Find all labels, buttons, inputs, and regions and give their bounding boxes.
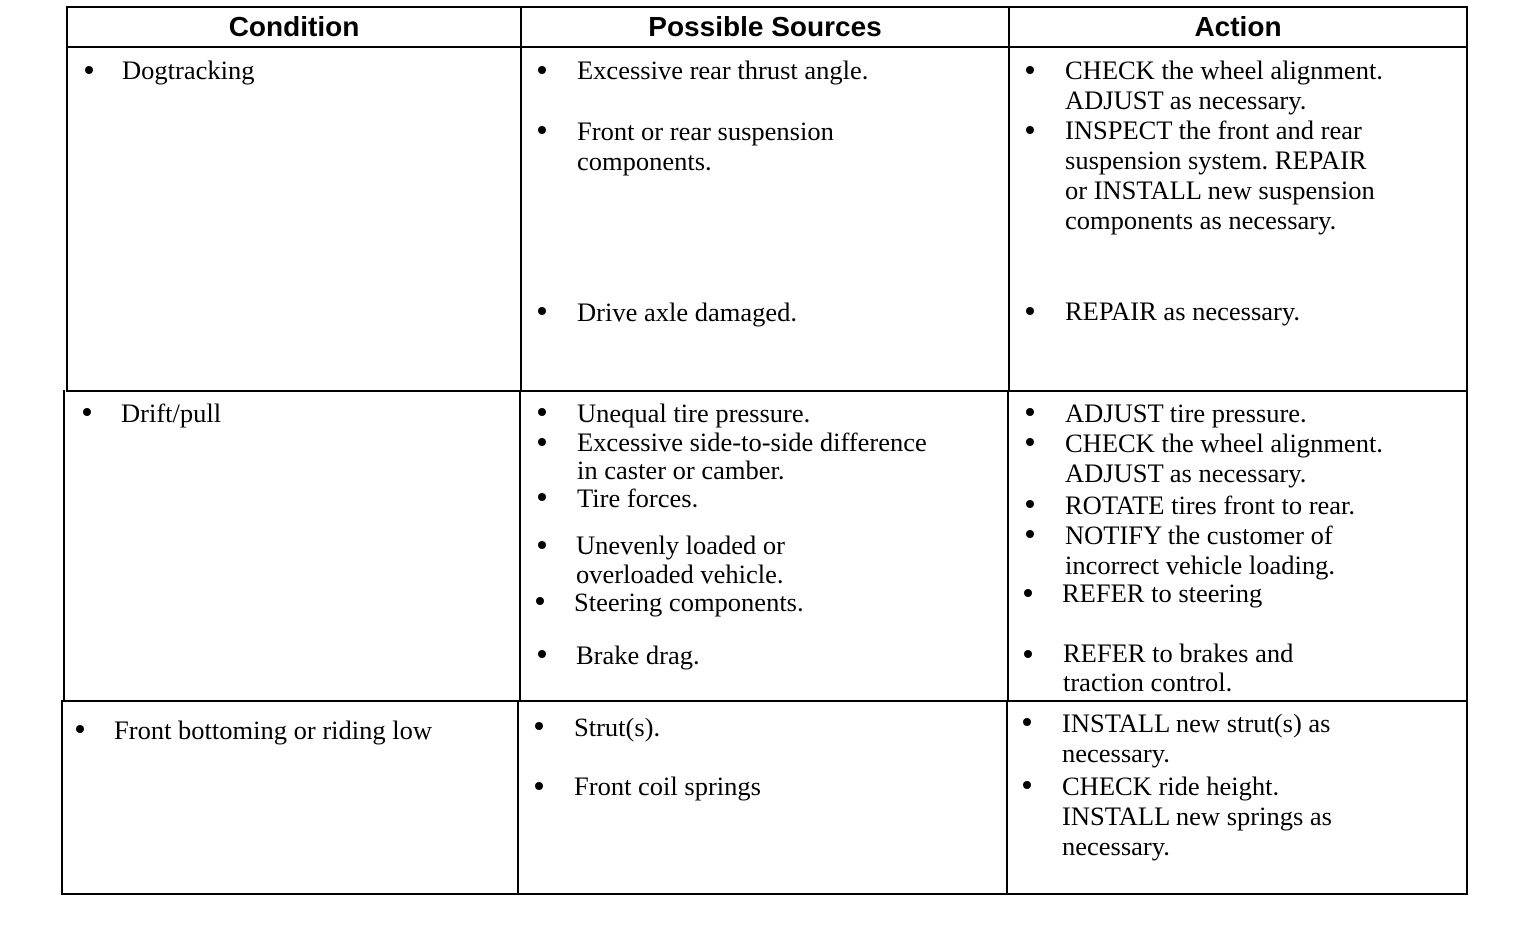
action-item: INSPECT the front and rear suspension system. REPAIR or INSTALL new suspension components as necessary.: [1065, 115, 1375, 235]
bullet-icon: [535, 722, 543, 730]
bullet-icon: [538, 126, 546, 134]
bullet-icon: [535, 782, 543, 790]
bullet-icon: [76, 725, 84, 733]
source-item: Unequal tire pressure.: [577, 398, 811, 428]
source-item: Strut(s).: [574, 712, 661, 742]
source-item: Brake drag.: [576, 640, 700, 670]
bullet-icon: [1026, 408, 1034, 416]
column-divider-2-lower: [1007, 390, 1009, 702]
bullet-icon: [538, 541, 546, 549]
bullet-icon: [1024, 589, 1032, 597]
bullet-icon: [1026, 126, 1034, 134]
table-border-left-lower: [63, 390, 65, 702]
table-border-bottom: [61, 893, 1467, 895]
action-item: REFER to steering: [1062, 578, 1263, 608]
row-divider-2: [63, 700, 1468, 702]
column-divider-1-bottom: [517, 700, 519, 895]
source-item: Front coil springs: [574, 771, 761, 801]
bullet-icon: [1024, 650, 1032, 658]
bullet-icon: [538, 66, 546, 74]
action-item: CHECK ride height. INSTALL new springs as necessary.: [1062, 771, 1332, 861]
column-divider-2-bottom: [1006, 700, 1008, 895]
condition-cell: Front bottoming or riding low: [114, 715, 432, 745]
bullet-icon: [1023, 718, 1031, 726]
action-item: INSTALL new strut(s) as necessary.: [1062, 708, 1331, 768]
source-item: Steering components.: [574, 587, 804, 617]
column-divider-1: [520, 6, 522, 392]
bullet-icon: [538, 438, 546, 446]
action-item: ADJUST tire pressure.: [1065, 398, 1307, 428]
column-divider-2: [1008, 6, 1010, 392]
source-item: Drive axle damaged.: [577, 297, 797, 327]
action-item: CHECK the wheel alignment. ADJUST as necessary.: [1065, 55, 1383, 115]
action-item: NOTIFY the customer of incorrect vehicle loading.: [1065, 520, 1336, 580]
header-action: Action: [1194, 11, 1282, 42]
source-item: Excessive side-to-side difference in caster or camber.: [577, 427, 927, 485]
source-item: Unevenly loaded or overloaded vehicle.: [576, 530, 785, 589]
table-border-left: [66, 6, 68, 392]
condition-cell: Drift/pull: [121, 398, 222, 428]
source-item: Front or rear suspension components.: [577, 116, 834, 176]
table-border-left-bottom: [61, 700, 63, 895]
bullet-icon: [538, 408, 546, 416]
bullet-icon: [1026, 438, 1034, 446]
bullet-icon: [538, 307, 546, 315]
header-condition: Condition: [228, 11, 360, 42]
bullet-icon: [1026, 66, 1034, 74]
bullet-icon: [85, 66, 93, 74]
bullet-icon: [1023, 781, 1031, 789]
source-item: Tire forces.: [577, 483, 699, 513]
bullet-icon: [538, 650, 546, 658]
action-item: REPAIR as necessary.: [1065, 296, 1301, 326]
column-divider-1-lower: [519, 390, 521, 702]
condition-cell: Dogtracking: [122, 55, 255, 85]
action-item: CHECK the wheel alignment. ADJUST as necessary.: [1065, 428, 1383, 488]
action-item: REFER to brakes and traction control.: [1063, 638, 1294, 697]
bullet-icon: [538, 493, 546, 501]
action-item: ROTATE tires front to rear.: [1065, 490, 1356, 520]
row-divider-1: [66, 390, 1468, 392]
bullet-icon: [83, 408, 91, 416]
header-possible-sources: Possible Sources: [648, 11, 882, 42]
table-border-right: [1466, 6, 1468, 895]
bullet-icon: [1026, 307, 1034, 315]
bullet-icon: [1026, 530, 1034, 538]
source-item: Excessive rear thrust angle.: [577, 55, 869, 85]
bullet-icon: [536, 597, 544, 605]
bullet-icon: [1026, 500, 1034, 508]
